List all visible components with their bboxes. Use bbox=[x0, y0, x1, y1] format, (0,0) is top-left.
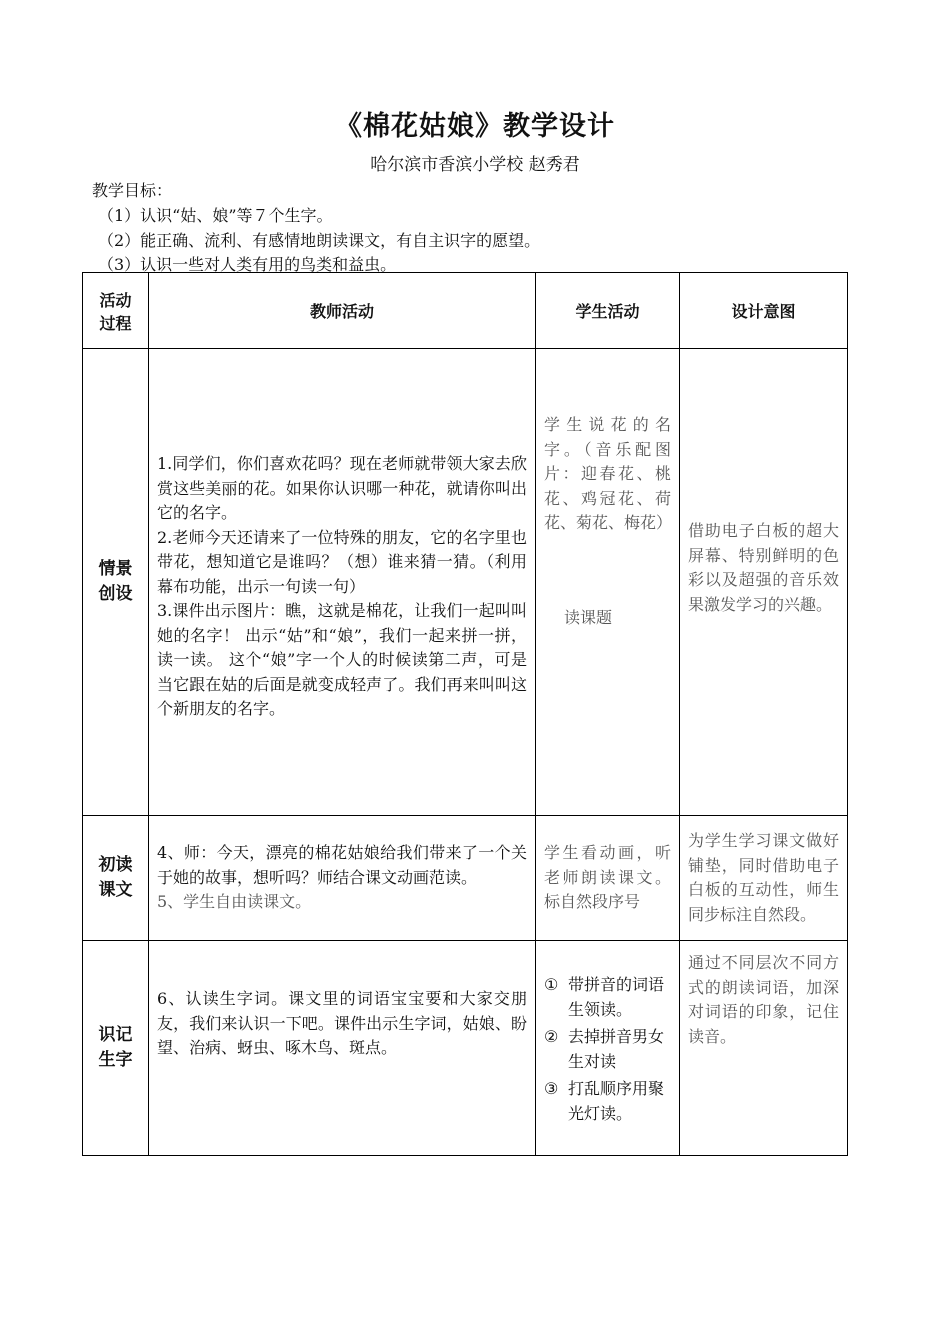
student-activity-text: 学生说花的名字。（音乐配图片：迎春花、桃花、鸡冠花、荷花、菊花、梅花） bbox=[544, 415, 673, 532]
objective-item: （1）认识“姑、娘”等７个生字。 bbox=[98, 206, 333, 225]
objective-item: （2）能正确、流利、有感情地朗读课文，有自主识字的愿望。 bbox=[98, 231, 541, 250]
design-intent-text: 为学生学习课文做好铺垫，同时借助电子白板的互动性，师生同步标注自然段。 bbox=[688, 831, 839, 924]
list-number: ③ bbox=[544, 1079, 559, 1098]
header-design-intent: 设计意图 bbox=[680, 273, 848, 349]
author-line: 哈尔滨市香滨小学校 赵秀君 bbox=[370, 155, 580, 175]
objective-item: （3）认识一些对人类有用的鸟类和益虫。 bbox=[98, 255, 397, 274]
list-number: ① bbox=[544, 975, 559, 994]
header-stage-line1: 活动 bbox=[99, 290, 132, 310]
list-text: 去掉拼音男女生对读 bbox=[568, 1027, 665, 1071]
teacher-step: 2.老师今天还请来了一位特殊的朋友，它的名字里也带花，想知道它是谁吗？（想）谁来猜一猜。（利用幕布功能，出示一句读一句） bbox=[157, 527, 527, 596]
table-row bbox=[83, 349, 848, 816]
teacher-step: 3.课件出示图片：瞧，这就是棉花，让我们一起叫叫她的名字！ 出示“姑”和“娘”，我们一起来拼一拼，读一读。 这个“娘”字一个人的时候读第二声，可是当它跟在姑的后面是就变成轻声了。我们再来叫叫这个新朋友的名字。 bbox=[157, 601, 527, 719]
stage-label-line1: 初读 bbox=[98, 855, 133, 875]
student-activity-cell bbox=[536, 941, 680, 1156]
teacher-step: 5、学生自由读课文。 bbox=[157, 892, 312, 912]
stage-cell bbox=[83, 349, 149, 816]
student-activity-text: 学生看动画，听老师朗读课文。标自然段序号 bbox=[544, 843, 671, 912]
teacher-step: 1.同学们，你们喜欢花吗？现在老师就带领大家去欣赏这些美丽的花。如果你认识哪一种花，就请你叫出它的名字。 bbox=[157, 454, 527, 523]
list-item bbox=[544, 973, 673, 1022]
stage-cell bbox=[83, 941, 149, 1156]
design-intent-text: 通过不同层次不同方式的朗读词语，加深对词语的印象，记住读音。 bbox=[688, 953, 839, 1046]
teacher-activity-cell bbox=[149, 349, 536, 816]
teacher-step: 4、师：今天，漂亮的棉花姑娘给我们带来了一个关于她的故事，想听吗？师结合课文动画范读。 bbox=[157, 843, 527, 887]
table-row bbox=[83, 941, 848, 1156]
list-item bbox=[544, 1025, 673, 1074]
stage-label-line2: 生字 bbox=[98, 1050, 133, 1070]
list-text: 打乱顺序用聚光灯读。 bbox=[568, 1079, 665, 1123]
stage-label-line2: 课文 bbox=[98, 880, 133, 900]
teacher-step: 6、认读生字词。课文里的词语宝宝要和大家交朋友，我们来认识一下吧。课件出示生字词，姑娘、盼望、治病、蚜虫、啄木鸟、斑点。 bbox=[157, 989, 527, 1057]
list-number: ② bbox=[544, 1027, 559, 1046]
design-intent-cell bbox=[680, 816, 848, 941]
page-title: 《棉花姑娘》教学设计 bbox=[335, 111, 615, 142]
student-activity-list bbox=[536, 973, 679, 1126]
list-text: 带拼音的词语生领读。 bbox=[568, 975, 665, 1019]
teacher-activity-cell bbox=[149, 816, 536, 941]
stage-label-line2: 创设 bbox=[98, 584, 133, 604]
student-activity-cell bbox=[536, 349, 680, 816]
design-intent-text: 借助电子白板的超大屏幕、特别鲜明的色彩以及超强的音乐效果激发学习的兴趣。 bbox=[688, 521, 839, 614]
stage-cell bbox=[83, 816, 149, 941]
table-row bbox=[83, 816, 848, 941]
design-intent-cell bbox=[680, 941, 848, 1156]
teacher-activity-cell bbox=[149, 941, 536, 1156]
design-intent-cell bbox=[680, 349, 848, 816]
lesson-plan-table bbox=[82, 272, 848, 1156]
list-item bbox=[544, 1077, 673, 1126]
header-student-activity: 学生活动 bbox=[536, 273, 680, 349]
header-teacher-activity: 教师活动 bbox=[149, 273, 536, 349]
student-activity-extra: 读课题 bbox=[564, 607, 613, 627]
table-header-row bbox=[83, 273, 848, 349]
student-activity-cell bbox=[536, 816, 680, 941]
stage-label-line1: 识记 bbox=[98, 1025, 133, 1045]
header-stage bbox=[83, 273, 149, 349]
objectives-heading: 教学目标： bbox=[92, 181, 173, 200]
header-stage-line2: 过程 bbox=[99, 313, 132, 333]
stage-label-line1: 情景 bbox=[98, 559, 133, 579]
